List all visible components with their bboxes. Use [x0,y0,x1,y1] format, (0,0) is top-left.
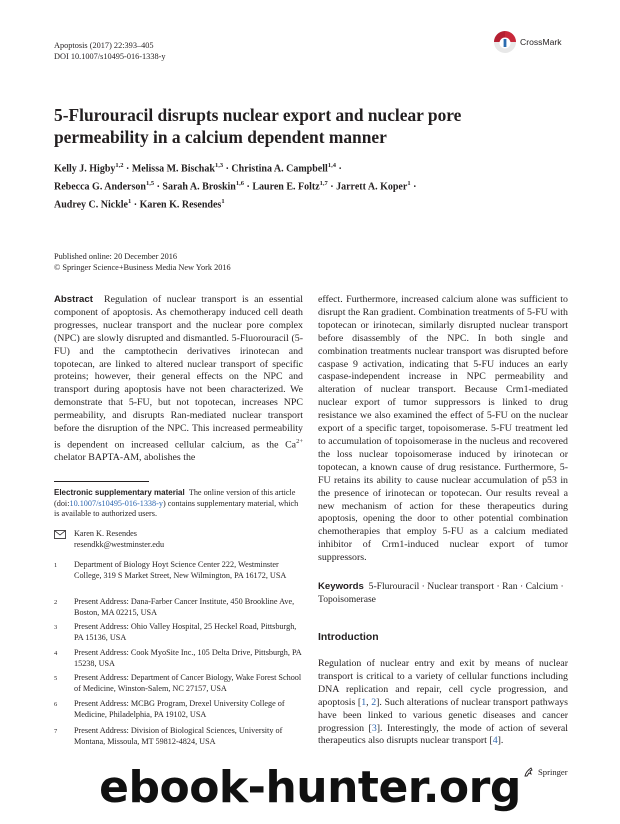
affiliation-1: 1 Department of Biology Hoyt Science Center 222, Westminster College, 319 S Market Street, New Wilmington, PA 16172, USA [54,560,287,580]
crossmark-label: CrossMark [520,37,562,47]
keywords-text: 5-Flurouracil · Nuclear transport · Ran · Calcium · Topoisomerase [318,581,564,605]
esm-label: Electronic supplementary material [54,488,185,497]
copyright: © Springer Science+Business Media New York 2016 [54,263,231,273]
affiliation-4: 4 Present Address: Cook MyoSite Inc., 105 Delta Drive, Pittsburgh, PA 15238, USA [54,648,302,668]
citation-1[interactable]: 1 [361,696,367,708]
author-line-1: Kelly J. Higby$^{1,2}$ · Melissa M. Bischak$^{1,3}$ · Christina A. Campbell$^{1,4}$ · [54,162,342,175]
abstract-continued [318,294,568,565]
abstract-label: Abstract [54,294,93,305]
author-list [54,159,554,213]
corresponding-email[interactable]: resendkk@westminster.edu [74,539,165,549]
affiliation-6: 6 Present Address: MCBG Program, Drexel University College of Medicine, Philadelphia, PA 19102, USA [54,699,285,719]
keywords [318,580,568,606]
affiliation-3: 3 Present Address: Ohio Valley Hospital, 25 Heckel Road, Pittsburgh, PA 15136, USA [54,622,297,642]
journal-citation: Apoptosis (2017) 22:393–405 [54,41,154,50]
introduction-heading: Introduction [318,632,379,643]
calcium-superscript: 2+ [296,437,303,445]
esm-text-end: ) contains supplementary material, which is available to authorized users. [54,498,299,518]
esm-doi-link[interactable]: 10.1007/s10495-016-1338-y [69,498,163,508]
affiliation-5: 5 Present Address: Department of Cancer Biology, Wake Forest School of Medicine, Winston-Salem, NC 27157, USA [54,673,302,693]
abstract-text: Regulation of nuclear transport is an essential component of apoptosis. As chemotherapy induced cell death progresses, nuclear transport and the nuclear pore complex (NPC) are slowly disrupted and dismantled. 5-Fluorouracil (5-FU) and the camptothecin derivatives irinotecan and topotecan, are linked to altered nuclear transport of specific proteins; however, their general effects on the NPC and transport during apoptosis have not been characterized. We demonstrate that 5-FU, but not topotecan, increases NPC permeability, and disrupts Ran-mediated nuclear transport before the disruption of the NPC. This increased permeability is dependent on increased cellular calcium, as the Ca [54,294,303,451]
esm-text: The online version of this article (doi: [54,488,296,508]
author-line-2: Rebecca G. Anderson$^{1,5}$ · Sarah A. Broskin$^{1,6}$ · Lauren E. Foltz$^{1,7}$ · Jarrett A. Koper$^1$ · [54,179,417,193]
publisher-name: Springer [538,767,568,777]
keywords-label: Keywords [318,581,364,592]
article-doi: DOI 10.1007/s10495-016-1338-y [54,52,166,61]
correspondence [54,529,303,550]
publication-info [54,251,374,274]
published-date: Published online: 20 December 2016 [54,252,178,261]
author-line-3: Audrey C. Nickle$^1$ · Karen K. Resendes$^1$ [54,197,225,211]
abstract-continued-text: effect. Furthermore, increased calcium alone was sufficient to disrupt the Ran gradient. Combination treatments of 5-FU with topotecan or irinotecan, similarly disrupted nuclear transport before disassembly of the NPC. In both single and combination treatments nuclear transport was disrupted before caspase 9 activation, indicating that 5-FU induces an early caspase-independent increase in NPC permeability and alteration of nuclear transport. Because Crm1-mediated nuclear export of tumor suppressors is linked to drug resistance we also examined the effect of 5-FU on the nuclear export of a specific target, topoisomerase. 5-FU treatment led to accumulation of topoisomerase in the nucleus and recovered the loss nuclear topoisomerase induced by irinotecan or topotecan, a known cause of drug resistance. Furthermore, 5-FU retains its ability to cause nuclear accumulation of p53 in the presence of irinotecan or topotecan. Our results reveal a new mechanism of action for these therapeutics during apoptosis, opening the door to other potential combination chemotherapies that employ 5-FU as a calcium mediated inhibitor of Crm1-induced nuclear export of tumor suppressors. [318,294,568,564]
crossmark-badge[interactable] [493,29,583,55]
affiliation-7: 7 Present Address: Division of Biological Sciences, University of Montana, Missoula, MT 59812-4824, USA [54,726,283,746]
corresponding-author: Karen K. Resendes [74,529,137,538]
citation-3[interactable]: 3 [371,722,377,734]
citation-2[interactable]: 2 [371,696,377,708]
supplementary-note [54,488,303,520]
article-title: 5-Flurouracil disrupts nuclear export and nuclear pore permeability in a calcium dependent manner [54,105,462,147]
affiliation-2: 2 Present Address: Dana-Farber Cancer Institute, 450 Brookline Ave, Boston, MA 02215, USA [54,597,295,617]
watermark: ebook-hunter.org [99,762,521,813]
introduction-body: Regulation of nuclear entry and exit by means of nuclear transport is critical to a variety of cellular functions including DNA replication and repair, cell cycle progression, and apoptosis [1, 2]. Such alterations of nuclear transport pathways have been linked to various genetic diseases and cancer progression [3]. Interestingly, the mode of action of several therapeutics also disrupts nuclear transport [4]. [318,658,568,747]
abstract [54,294,303,465]
citation-4[interactable]: 4 [492,735,498,747]
envelope-icon [54,530,66,540]
abstract-text-end: chelator BAPTA-AM, abolishes the [54,452,196,464]
crossmark-icon [493,30,517,54]
footnote-rule [54,481,149,482]
